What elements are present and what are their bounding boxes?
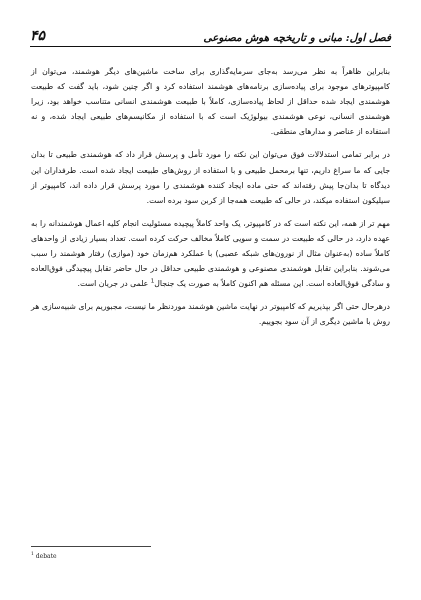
- paragraph-3-tail: علمی در جریان است.: [77, 279, 149, 289]
- footnote: [31, 552, 57, 560]
- paragraph-2: در برابر تمامی استدلالات فوق می‌توان این نکته را مورد تأمل و پرسش قرار داد که هوشمندی طبیعی تا بدان جایی که ما سراغ داریم، تنها برمحمل طبیعی و با استفاده از روش‌های طبیعت ایجاد شده است. طرفداران این دیدگاه تا بدان‌جا پیش رفته‌اند که حتی ماده ایجاد کننده هوشمندی را مورد پرسش قرار داده اند، کامپیوتر از سیلیکون استفاده میکند، در حالی که طبیعت همه‌جا از کربن سود برده است.: [31, 150, 390, 205]
- footnote-text: debate: [35, 553, 57, 560]
- chapter-title: فصل اول: مبانی و تاریخچه هوش مصنوعی: [203, 32, 391, 44]
- paragraph-3-text: مهم تر از همه، این نکته است که در کامپیوتر، یک واحد کاملاً پیچیده مسئولیت انجام کلیه اعمال هوشمندانه را به عهده دارد، در حالی که طبیعت در سمت و سویی کاملاً مخالف حرکت کرده است. تعداد بسیار زیادی از واحدهای کاملاً ساده (به‌عنوان مثال از نورون‌های شبکه عصبی) با عملکرد هم‌زمان خود (موازی) رفتار هوشمند را سبب می‌شوند. بنابراین تقابل هوشمندی مصنوعی و هوشمندی طبیعی حداقل در حال حاضر تقابل پیچیدگی فوق‌العاده و سادگی فوق‌العاده است. این مسئله هم اکنون کاملاً به صورت یک جنجال: [31, 218, 390, 289]
- paragraph-3: [31, 216, 390, 291]
- paragraph-1: بنابراین ظاهراً به نظر می‌رسد به‌جای سرمایه‌گذاری برای ساخت ماشین‌های دیگر هوشمند، می‌توان از کامپیوترهای موجود برای پیاده‌سازی برنامه‌های هوشمند استفاده کرد و اگر چنین شود، باید گفت که طبیعت هوشمندی ایجاد شده حداقل از لحاظ پیاده‌سازی، کاملاً با طبیعت هوشمندی انسانی متناسب خواهد بود، زیرا هوشمندی انسانی، نوعی هوشمندی بیولوژیک است که با استفاده از مکانیسم‌های طبیعی ایجاد شده، و نه استفاده از عناصر و مدارهای منطقی.: [31, 67, 390, 137]
- page-body: [31, 64, 390, 338]
- page-header: [30, 22, 391, 44]
- footnote-reference: 1: [150, 278, 155, 285]
- footnote-divider: [31, 546, 151, 547]
- footnote-marker: 1: [31, 552, 34, 557]
- header-divider: [30, 46, 391, 47]
- page-number: ۴۵: [30, 28, 46, 44]
- paragraph-4: درهرحال حتی اگر بپذیریم که کامپیوتر در نهایت ماشین هوشمند موردنظر ما نیست، مجبوریم برای شبیه‌سازی هر روش با ماشین دیگری از آن سود بجوییم.: [31, 302, 390, 327]
